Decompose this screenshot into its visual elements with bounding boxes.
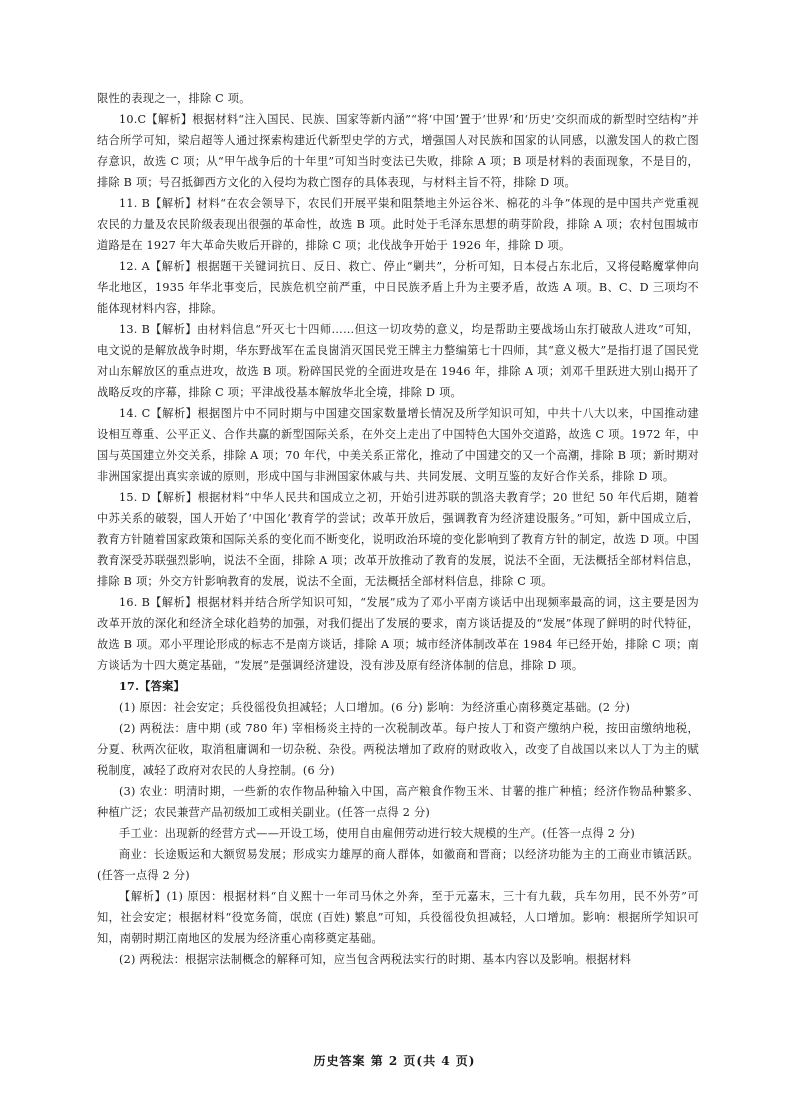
answer-13: 13. B【解析】由材料信息“歼灭七十四师……但这一切攻势的意义，均是帮助主要战场山东打破敌人进攻”可知，电文说的是解放战争时期，华东野战军在孟良崮消灭国民党王牌主力整编第七十四师，其“意义极大”是指打退了国民党对山东解放区的重点进攻，故选 B 项。粉碎国民党的全面进攻是在 1946 年，排除 A 项；刘邓千里跃进大别山揭开了战略反攻的序幕，排除 C 项；平津战役基本解放华北全境，排除 D 项。 [97, 323, 699, 399]
answer-17-part-3-agriculture: (3) 农业：明清时期，一些新的农作物品种输入中国，高产粮食作物玉米、甘薯的推广种植；经济作物品种繁多、种植广泛；农民兼营产品初级加工或相关副业。(任答一点得 2 分) [97, 785, 699, 819]
answer-17-part-3-handicraft: 手工业：出现新的经营方式——开设工场，使用自由雇佣劳动进行较大规模的生产。(任答一点得 2 分) [119, 827, 636, 840]
answer-17-heading: 17.【答案】 [119, 679, 185, 693]
answer-12: 12. A【解析】根据题干关键词抗日、反日、救亡、停止“剿共”，分析可知，日本侵占东北后，又将侵略魔掌伸向华北地区，1935 年华北事变后，民族危机空前严重，中日民族矛盾上升为主要矛盾，故选 A 项。B、C、D 三项均不能体现材料内容，排除。 [97, 260, 699, 315]
answer-17-part-1: (1) 原因：社会安定；兵役徭役负担减轻；人口增加。(6 分) 影响：为经济重心南移奠定基础。(2 分) [119, 701, 631, 714]
answer-17-part-3-commerce: 商业：长途贩运和大额贸易发展；形成实力雄厚的商人群体，如徽商和晋商；以经济功能为主的工商业市镇活跃。(任答一点得 2 分) [97, 848, 699, 882]
answer-17-part-2: (2) 两税法：唐中期 (或 780 年) 宰相杨炎主持的一次税制改革。每户按人丁和资产缴纳户税，按田亩缴纳地税，分夏、秋两次征收，取消租庸调和一切杂税、杂役。两税法增加了政府的财政收入，改变了自战国以来以人丁为主的赋税制度，减轻了政府对农民的人身控制。(6 分) [97, 722, 699, 777]
answer-15: 15. D【解析】根据材料“中华人民共和国成立之初，开始引进苏联的凯洛夫教育学；20 世纪 50 年代后期，随着中苏关系的破裂，国人开始了‘中国化’教育学的尝试；改革开放后，强调教育为经济建设服务。”可知，新中国成立后，教育方针随着国家政策和国际关系的变化而不断变化，说明政治环境的变化影响到了教育方针的制定，故选 D 项。中国教育深受苏联强烈影响，说法不全面，排除 A 项；改革开放推动了教育的发展，说法不全面，无法概括全部材料信息，排除 B 项；外交方针影响教育的发展，说法不全面，无法概括全部材料信息，排除 C 项。 [97, 491, 699, 588]
answer-14: 14. C【解析】根据图片中不同时期与中国建交国家数量增长情况及所学知识可知，中共十八大以来，中国推动建设相互尊重、公平正义、合作共赢的新型国际关系，在外交上走出了中国特色大国外交道路，故选 C 项。1972 年，中国与英国建立外交关系，排除 A 项；70 年代，中美关系正常化，推动了中国建交的又一个高潮，排除 B 项；新时期对非洲国家提出真实亲诚的原则，形成中国与非洲国家休戚与共、共同发展、文明互鉴的友好合作关系，排除 D 项。 [97, 407, 699, 483]
page-footer: 历史答案 第 2 页(共 4 页) [313, 1054, 476, 1068]
analysis-17-part-1: 【解析】(1) 原因：根据材料“自义熙十一年司马休之外奔，至于元嘉末，三十有九载，兵车勿用，民不外劳”可知，社会安定；根据材料“役宽务简，氓庶 (百姓) 繁息”可知，兵役徭役负担减轻，人口增加。影响：根据所学知识可知，南朝时期江南地区的发展为经济重心南移奠定基础。 [97, 890, 699, 945]
answer-11: 11. B【解析】材料“在农会领导下，农民们开展平粜和阻禁地主外运谷米、棉花的斗争”体现的是中国共产党重视农民的力量及农民阶级表现出很强的革命性，故选 B 项。此时处于毛泽东思想的萌芽阶段，排除 A 项；农村包围城市道路是在 1927 年大革命失败后开辟的，排除 C 项；北伐战争开始于 1926 年，排除 D 项。 [97, 197, 699, 252]
paragraph-continuation: 限性的表现之一，排除 C 项。 [97, 92, 251, 105]
answer-10: 10.C【解析】根据材料“注入国民、民族、国家等新内涵”“将‘中国’置于‘世界’和‘历史’交织而成的新型时空结构”并结合所学可知，梁启超等人通过探索构建近代新型史学的方式，增强国人对民族和国家的认同感，以激发国人的救亡图存意识，故选 C 项；从“甲午战争后的十年里”可知当时变法已失败，排除 A 项；B 项是材料的表面现象，不是目的，排除 B 项；号召抵御西方文化的入侵均为救亡图存的具体表现，与材料主旨不符，排除 D 项。 [97, 113, 699, 189]
analysis-17-part-2: (2) 两税法：根据宗法制概念的解释可知，应当包含两税法实行的时期、基本内容以及影响。根据材料 [119, 953, 632, 966]
answer-16: 16. B【解析】根据材料并结合所学知识可知，“发展”成为了邓小平南方谈话中出现频率最高的词，这主要是因为改革开放的深化和经济全球化趋势的加强，对我们提出了发展的要求，南方谈话提及的“发展”体现了鲜明的时代特征，故选 B 项。邓小平理论形成的标志不是南方谈话，排除 A 项；城市经济体制改革在 1984 年已经开始，排除 C 项；南方谈话为十四大奠定基础，“发展”是强调经济建设，没有涉及原有经济体制的信息，排除 D 项。 [97, 596, 699, 672]
